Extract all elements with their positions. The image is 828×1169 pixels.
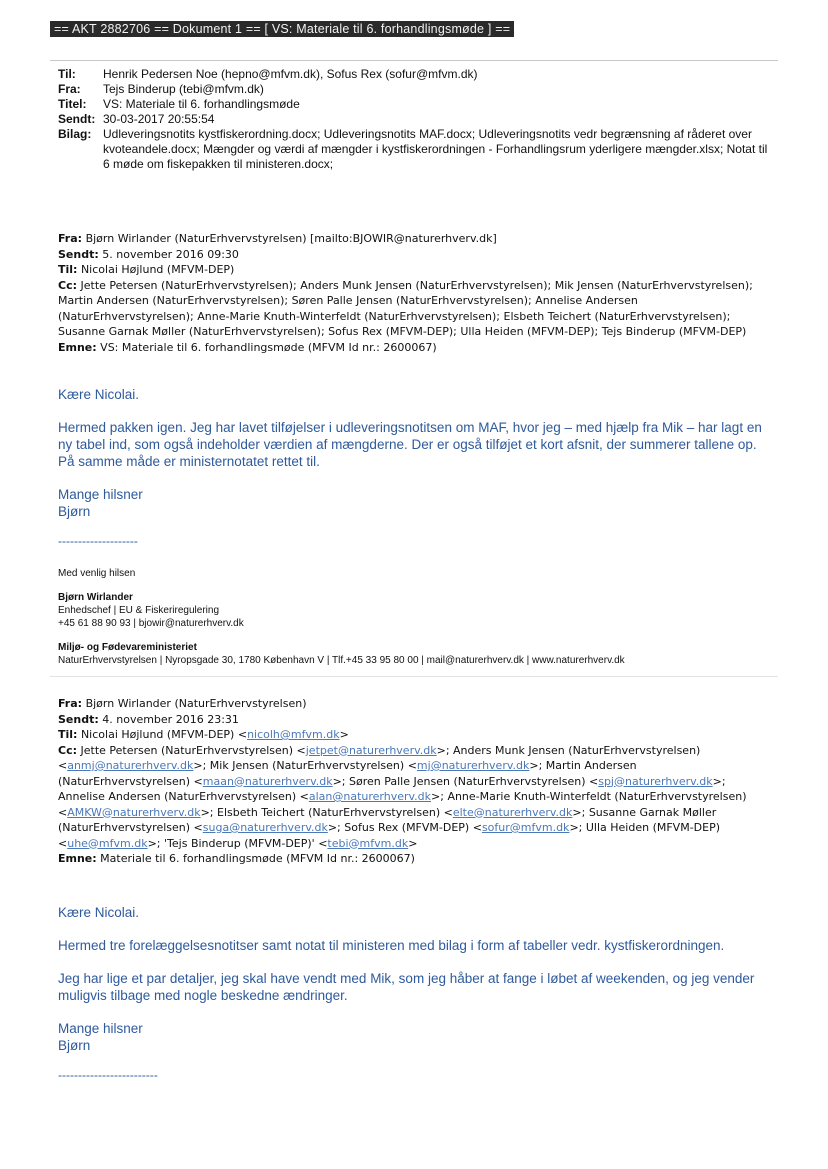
email2-to: Til: Nicolai Højlund (MFVM-DEP) <nicolh@mfvm.dk>	[58, 728, 349, 741]
email1-to: Til: Nicolai Højlund (MFVM-DEP)	[58, 263, 235, 276]
meta-til-row	[58, 67, 770, 82]
email2-to-link[interactable]: nicolh@mfvm.dk	[247, 728, 340, 741]
top-divider	[50, 60, 778, 61]
signature-name: Bjørn Wirlander	[58, 592, 133, 603]
meta-til-value: Henrik Pedersen Noe (hepno@mfvm.dk), Sofus Rex (sofur@mfvm.dk)	[103, 67, 478, 81]
signature-regards: Med venlig hilsen	[58, 568, 136, 579]
cc-recipient-email-link[interactable]: spj@naturerhverv.dk	[598, 774, 713, 788]
cc-recipient-name: Ulla Heiden (MFVM-DEP) <	[58, 821, 721, 850]
email2-closing: Mange hilsner	[58, 1021, 143, 1036]
email1-subject: Emne: VS: Materiale til 6. forhandlingsmøde (MFVM Id nr.: 2600067)	[58, 340, 437, 354]
cc-recipient-separator: >;	[332, 774, 350, 788]
signature-org: Miljø- og Fødevareministeriet	[58, 642, 197, 653]
cc-recipient-email-link[interactable]: sofur@mfvm.dk	[481, 821, 570, 834]
meta-fra-value: Tejs Binderup (tebi@mfvm.dk)	[103, 82, 264, 96]
meta-titel-value: VS: Materiale til 6. forhandlingsmøde	[103, 97, 300, 111]
email1-paragraph: Hermed pakken igen. Jeg har lavet tilføjelser i udleveringsnotitsen om MAF, hvor jeg – med hjælp fra Mik – har lagt en ny tabel ind, som også indeholder værdien af mængderne. Der er også tilføjet et kort afsnit, der summerer tallene op. På samme måde er ministernotatet rettet til.	[58, 420, 762, 469]
cc-recipient-separator: >;	[431, 790, 448, 803]
cc-recipient-name: Anne-Marie Knuth-Winterfeldt (NaturErhvervstyrelsen) <	[58, 790, 747, 819]
email1-closing: Mange hilsner	[58, 487, 143, 502]
email2-signoff: Bjørn	[58, 1038, 91, 1053]
cc-recipient-separator: >;	[712, 774, 726, 788]
signature-block	[58, 567, 770, 667]
email1-header	[58, 231, 770, 355]
cc-recipient-separator: >;	[569, 821, 586, 834]
section-divider	[50, 676, 778, 677]
cc-recipient-name: Sofus Rex (MFVM-DEP) <	[344, 821, 482, 834]
cc-recipient-email-link[interactable]: suga@naturerhverv.dk	[202, 821, 328, 834]
cc-recipient-name: Annelise Andersen (NaturErhvervstyrelsen) <	[58, 790, 309, 803]
email1-sent: Sendt: 5. november 2016 09:30	[58, 247, 239, 261]
cc-recipient-email-link[interactable]: elte@naturerhverv.dk	[452, 805, 573, 819]
meta-titel-label: Titel:	[58, 97, 87, 111]
meta-sendt-label: Sendt:	[58, 112, 96, 126]
email2-paragraph-1: Hermed tre forelæggelsesnotitser samt notat til ministeren med bilag i form af tabeller vedr. kystfiskerordningen.	[58, 938, 725, 953]
cc-recipient-name: Jette Petersen (NaturErhvervstyrelsen) <	[80, 743, 306, 757]
cc-recipient-separator: >;	[572, 805, 589, 819]
email2-sent: Sendt: 4. november 2016 23:31	[58, 712, 239, 726]
meta-sendt-row	[58, 112, 770, 127]
cc-recipient-name: Martin Andersen (NaturErhvervstyrelsen) <	[58, 759, 637, 788]
archive-metadata	[58, 67, 770, 172]
email2-subject: Emne: Materiale til 6. forhandlingsmøde (MFVM Id nr.: 2600067)	[58, 852, 415, 865]
cc-recipient-name: Mik Jensen (NaturErhvervstyrelsen) <	[209, 759, 417, 772]
cc-recipient-separator: >;	[529, 759, 546, 772]
email2-header	[58, 696, 770, 867]
email1-body	[58, 386, 770, 520]
email2-body	[58, 904, 770, 1054]
cc-recipient-name: Anders Munk Jensen (NaturErhvervstyrelsen) <	[58, 743, 701, 772]
cc-recipient-email-link[interactable]: mj@naturerhverv.dk	[416, 759, 530, 772]
meta-til-label: Til:	[58, 67, 76, 81]
cc-recipient-email-link[interactable]: tebi@mfvm.dk	[327, 836, 409, 850]
cc-recipient-name: Elsbeth Teichert (NaturErhvervstyrelsen) <	[217, 805, 453, 819]
cc-recipient-separator: >;	[200, 805, 218, 819]
cc-recipient-email-link[interactable]: alan@naturerhverv.dk	[308, 790, 432, 803]
meta-fra-label: Fra:	[58, 82, 81, 96]
email2-cc: Cc: Jette Petersen (NaturErhvervstyrelsen) <jetpet@naturerhverv.dk>; Anders Munk Jensen (NaturErhvervstyrelsen) <anmj@naturerhverv.dk>; Mik Jensen (NaturErhvervstyrelsen) <mj@naturerhverv.dk>; Martin Andersen (NaturErhvervstyrelsen) <maan@naturerhverv.dk>; Søren Palle Jensen (NaturErhvervstyrelsen) <spj@naturerhverv.dk>; Annelise Andersen (NaturErhvervstyrelsen) <alan@naturerhverv.dk>; Anne-Marie Knuth-Winterfeldt (NaturErhvervstyrelsen) <AMKW@naturerhverv.dk>; Elsbeth Teichert (NaturErhvervstyrelsen) <elte@naturerhverv.dk>; Susanne Garnak Møller (NaturErhvervstyrelsen) <suga@naturerhverv.dk>; Sofus Rex (MFVM-DEP) <sofur@mfvm.dk>; Ulla Heiden (MFVM-DEP) <uhe@mfvm.dk>; 'Tejs Binderup (MFVM-DEP)' <tebi@mfvm.dk>	[58, 743, 747, 850]
cc-recipient-separator: >;	[193, 759, 210, 772]
cc-recipient-email-link[interactable]: jetpet@naturerhverv.dk	[305, 743, 437, 757]
cc-recipient-separator: >;	[147, 836, 165, 850]
cc-recipient-email-link[interactable]: AMKW@naturerhverv.dk	[67, 805, 201, 819]
document-banner: == AKT 2882706 == Dokument 1 == [ VS: Materiale til 6. forhandlingsmøde ] ==	[50, 21, 514, 37]
email2-dashes: -------------------------	[58, 1068, 158, 1082]
email1-dashes: --------------------	[58, 534, 138, 548]
signature-address: NaturErhvervstyrelsen | Nyropsgade 30, 1780 København V | Tlf.+45 33 95 80 00 | mail@naturerhverv.dk | www.naturerhverv.dk	[58, 655, 625, 666]
meta-titel-row	[58, 97, 770, 112]
meta-bilag-label: Bilag:	[58, 127, 92, 141]
signature-contact: +45 61 88 90 93 | bjowir@naturerhverv.dk	[58, 618, 244, 629]
cc-recipient-separator: >;	[436, 743, 454, 757]
cc-recipient-email-link[interactable]: anmj@naturerhverv.dk	[67, 759, 194, 772]
cc-recipient-separator: >;	[327, 821, 345, 834]
cc-recipient-name: Susanne Garnak Møller (NaturErhvervstyrelsen) <	[58, 805, 717, 834]
meta-bilag-row	[58, 127, 770, 172]
email1-from: Fra: Bjørn Wirlander (NaturErhvervstyrelsen) [mailto:BJOWIR@naturerhverv.dk]	[58, 232, 497, 245]
cc-recipient-email-link[interactable]: uhe@mfvm.dk	[67, 836, 148, 850]
email1-greeting: Kære Nicolai.	[58, 387, 140, 402]
cc-recipient-name: 'Tejs Binderup (MFVM-DEP)' <	[164, 836, 328, 850]
signature-title: Enhedschef | EU & Fiskeriregulering	[58, 605, 220, 616]
email2-greeting: Kære Nicolai.	[58, 905, 140, 920]
email1-signoff: Bjørn	[58, 504, 91, 519]
meta-fra-row	[58, 82, 770, 97]
meta-bilag-value: Udleveringsnotits kystfiskerordning.docx; Udleveringsnotits MAF.docx; Udleveringsnotits vedr begrænsning af råderet over kvoteandele.docx; Mængder og værdi af mængder i kystfiskerordningen - Forhandlingsrum yderligere mængder.xlsx; Notat til 6 møde om fiskepakken til ministeren.docx;	[103, 127, 768, 171]
email2-paragraph-2: Jeg har lige et par detaljer, jeg skal have vendt med Mik, som jeg håber at fange i løbet af weekenden, og jeg vender muligvis tilbage med nogle beskedne ændringer.	[58, 971, 755, 1003]
cc-recipient-email-link[interactable]: maan@naturerhverv.dk	[202, 774, 333, 788]
email2-from: Fra: Bjørn Wirlander (NaturErhvervstyrelsen)	[58, 697, 307, 710]
cc-recipient-name: Søren Palle Jensen (NaturErhvervstyrelsen) <	[349, 774, 599, 788]
email1-cc: Cc: Jette Petersen (NaturErhvervstyrelsen); Anders Munk Jensen (NaturErhvervstyrelsen); Mik Jensen (NaturErhvervstyrelsen); Martin Andersen (NaturErhvervstyrelsen); Søren Palle Jensen (NaturErhvervstyrelsen); Annelise Andersen (NaturErhvervstyrelsen); Anne-Marie Knuth-Winterfeldt (NaturErhvervstyrelsen); Elsbeth Teichert (NaturErhvervstyrelsen); Susanne Garnak Møller (NaturErhvervstyrelsen); Sofus Rex (MFVM-DEP); Ulla Heiden (MFVM-DEP); Tejs Binderup (MFVM-DEP)	[58, 278, 753, 338]
meta-sendt-value: 30-03-2017 20:55:54	[103, 112, 215, 126]
cc-recipient-separator: >	[408, 836, 418, 850]
